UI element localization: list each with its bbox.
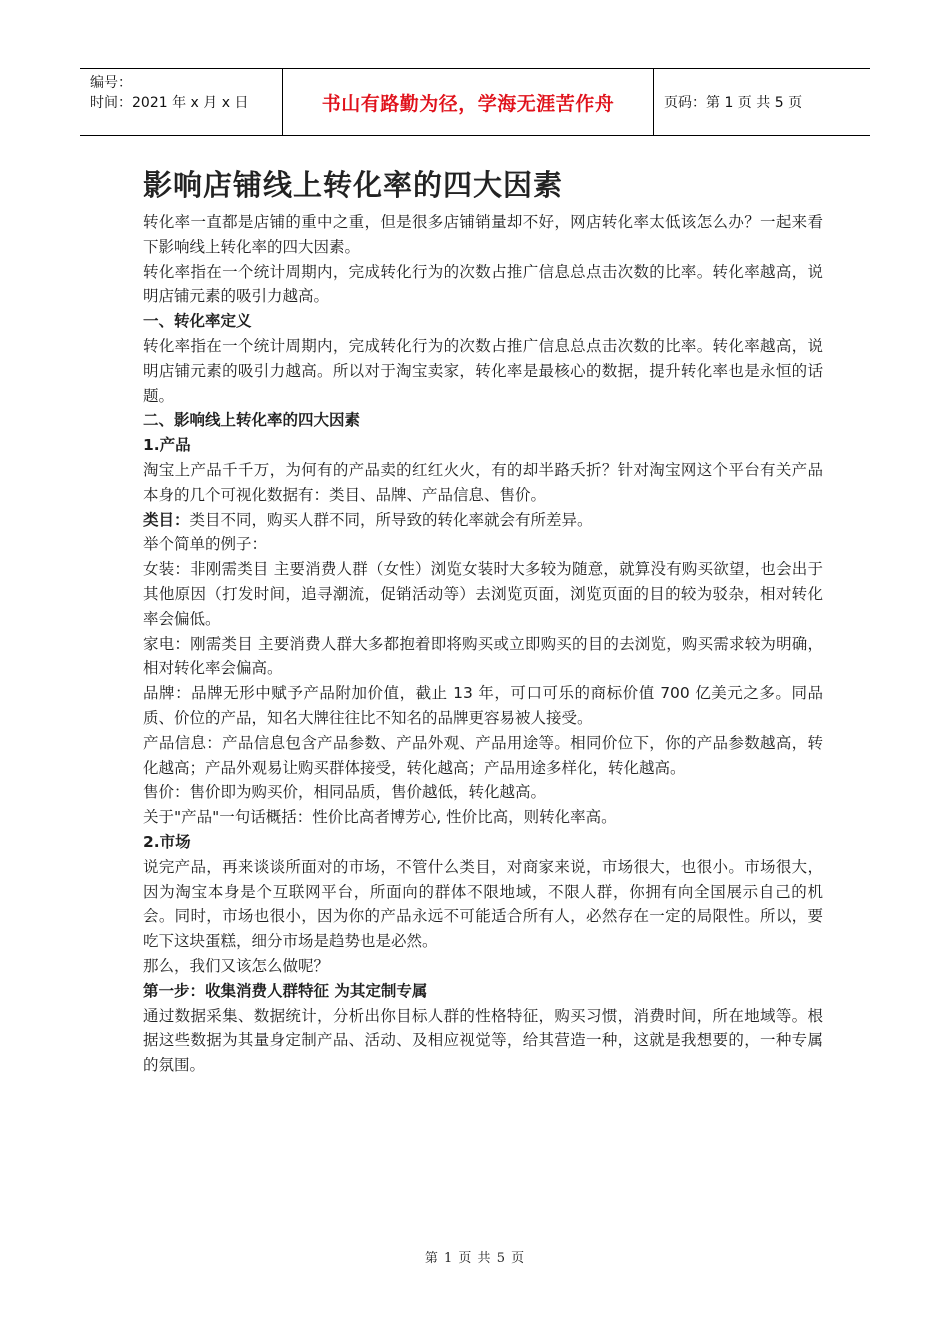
date-label: 时间：2021 年 x 月 x 日	[90, 95, 249, 111]
header-meta	[80, 69, 282, 135]
paragraph-lead: 类目：	[143, 510, 190, 529]
paragraph: 转化率一直都是店铺的重中之重，但是很多店铺销量却不好，网店转化率太低该怎么办？一起来看下影响线上转化率的四大因素。	[143, 213, 823, 256]
section-heading: 2.市场	[143, 832, 191, 851]
document-title: 影响店铺线上转化率的四大因素	[143, 168, 564, 202]
paragraph: 说完产品，再来谈谈所面对的市场，不管什么类目，对商家来说，市场很大，也很小。市场很大，因为淘宝本身是个互联网平台，所面向的群体不限地域，不限人群，你拥有向全国展示自己的机会。同时，市场也很小，因为你的产品永远不可能适合所有人，必然存在一定的局限性。所以，要吃下这块蛋糕，细分市场是趋势也是必然。	[143, 857, 823, 951]
paragraph: 那么，我们又该怎么做呢？	[143, 956, 330, 975]
paragraph: 售价：售价即为购买价，相同品质，售价越低，转化越高。	[143, 783, 547, 802]
paragraph: 通过数据采集、数据统计，分析出你目标人群的性格特征，购买习惯，消费时间，所在地域等。根据这些数据为其量身定制产品、活动、及相应视觉等，给其营造一种，这就是我想要的，一种专属的氛围。	[143, 1006, 823, 1075]
section-heading: 一、转化率定义	[143, 312, 252, 331]
paragraph: 关于"产品"一句话概括：性价比高者博芳心, 性价比高，则转化率高。	[143, 808, 617, 827]
paragraph: 举个简单的例子：	[143, 535, 268, 554]
section-heading: 第一步：收集消费人群特征 为其定制专属	[143, 981, 428, 1000]
section-heading: 二、影响线上转化率的四大因素	[143, 411, 361, 430]
header-motto: 书山有路勤为径，学海无涯苦作舟	[282, 69, 654, 135]
paragraph: 产品信息：产品信息包含产品参数、产品外观、产品用途等。相同价位下，你的产品参数越高，转化越高；产品外观易让购买群体接受，转化越高；产品用途多样化，转化越高。	[143, 733, 823, 777]
paragraph: 转化率指在一个统计周期内，完成转化行为的次数占推广信息总点击次数的比率。转化率越高，说明店铺元素的吸引力越高。	[143, 262, 823, 306]
paragraph: 女装：非刚需类目 主要消费人群（女性）浏览女装时大多较为随意，就算没有购买欲望，也会出于其他原因（打发时间，追寻潮流，促销活动等）去浏览页面，浏览页面的目的较为驳杂，相对转化率会偏低。	[143, 560, 823, 628]
paragraph: 品牌：品牌无形中赋予产品附加价值，截止 13 年，可口可乐的商标价值 700 亿美元之多。同品质、价位的产品，知名大牌往往比不知名的品牌更容易被人接受。	[143, 684, 823, 727]
serial-number-label: 编号：	[90, 75, 132, 91]
paragraph	[143, 508, 823, 533]
page-footer: 第 1 页 共 5 页	[424, 1251, 526, 1266]
section-heading: 1.产品	[143, 436, 191, 455]
paragraph: 家电：刚需类目 主要消费人群大多都抱着即将购买或立即购买的目的去浏览，购买需求较为明确，相对转化率会偏高。	[143, 634, 823, 678]
paragraph: 转化率指在一个统计周期内，完成转化行为的次数占推广信息总点击次数的比率。转化率越高，说明店铺元素的吸引力越高。所以对于淘宝卖家，转化率是最核心的数据，提升转化率也是永恒的话题。	[143, 336, 823, 405]
document-body	[143, 160, 823, 1078]
paragraph-text: 类目不同，购买人群不同，所导致的转化率就会有所差异。	[189, 510, 593, 529]
paragraph-list	[143, 210, 823, 1078]
header-page-number: 页码：第 1 页 共 5 页	[664, 95, 803, 111]
document-header	[80, 68, 870, 136]
paragraph: 淘宝上产品千千万，为何有的产品卖的红红火火，有的却半路夭折？针对淘宝网这个平台有关产品本身的几个可视化数据有：类目、品牌、产品信息、售价。	[143, 460, 823, 504]
